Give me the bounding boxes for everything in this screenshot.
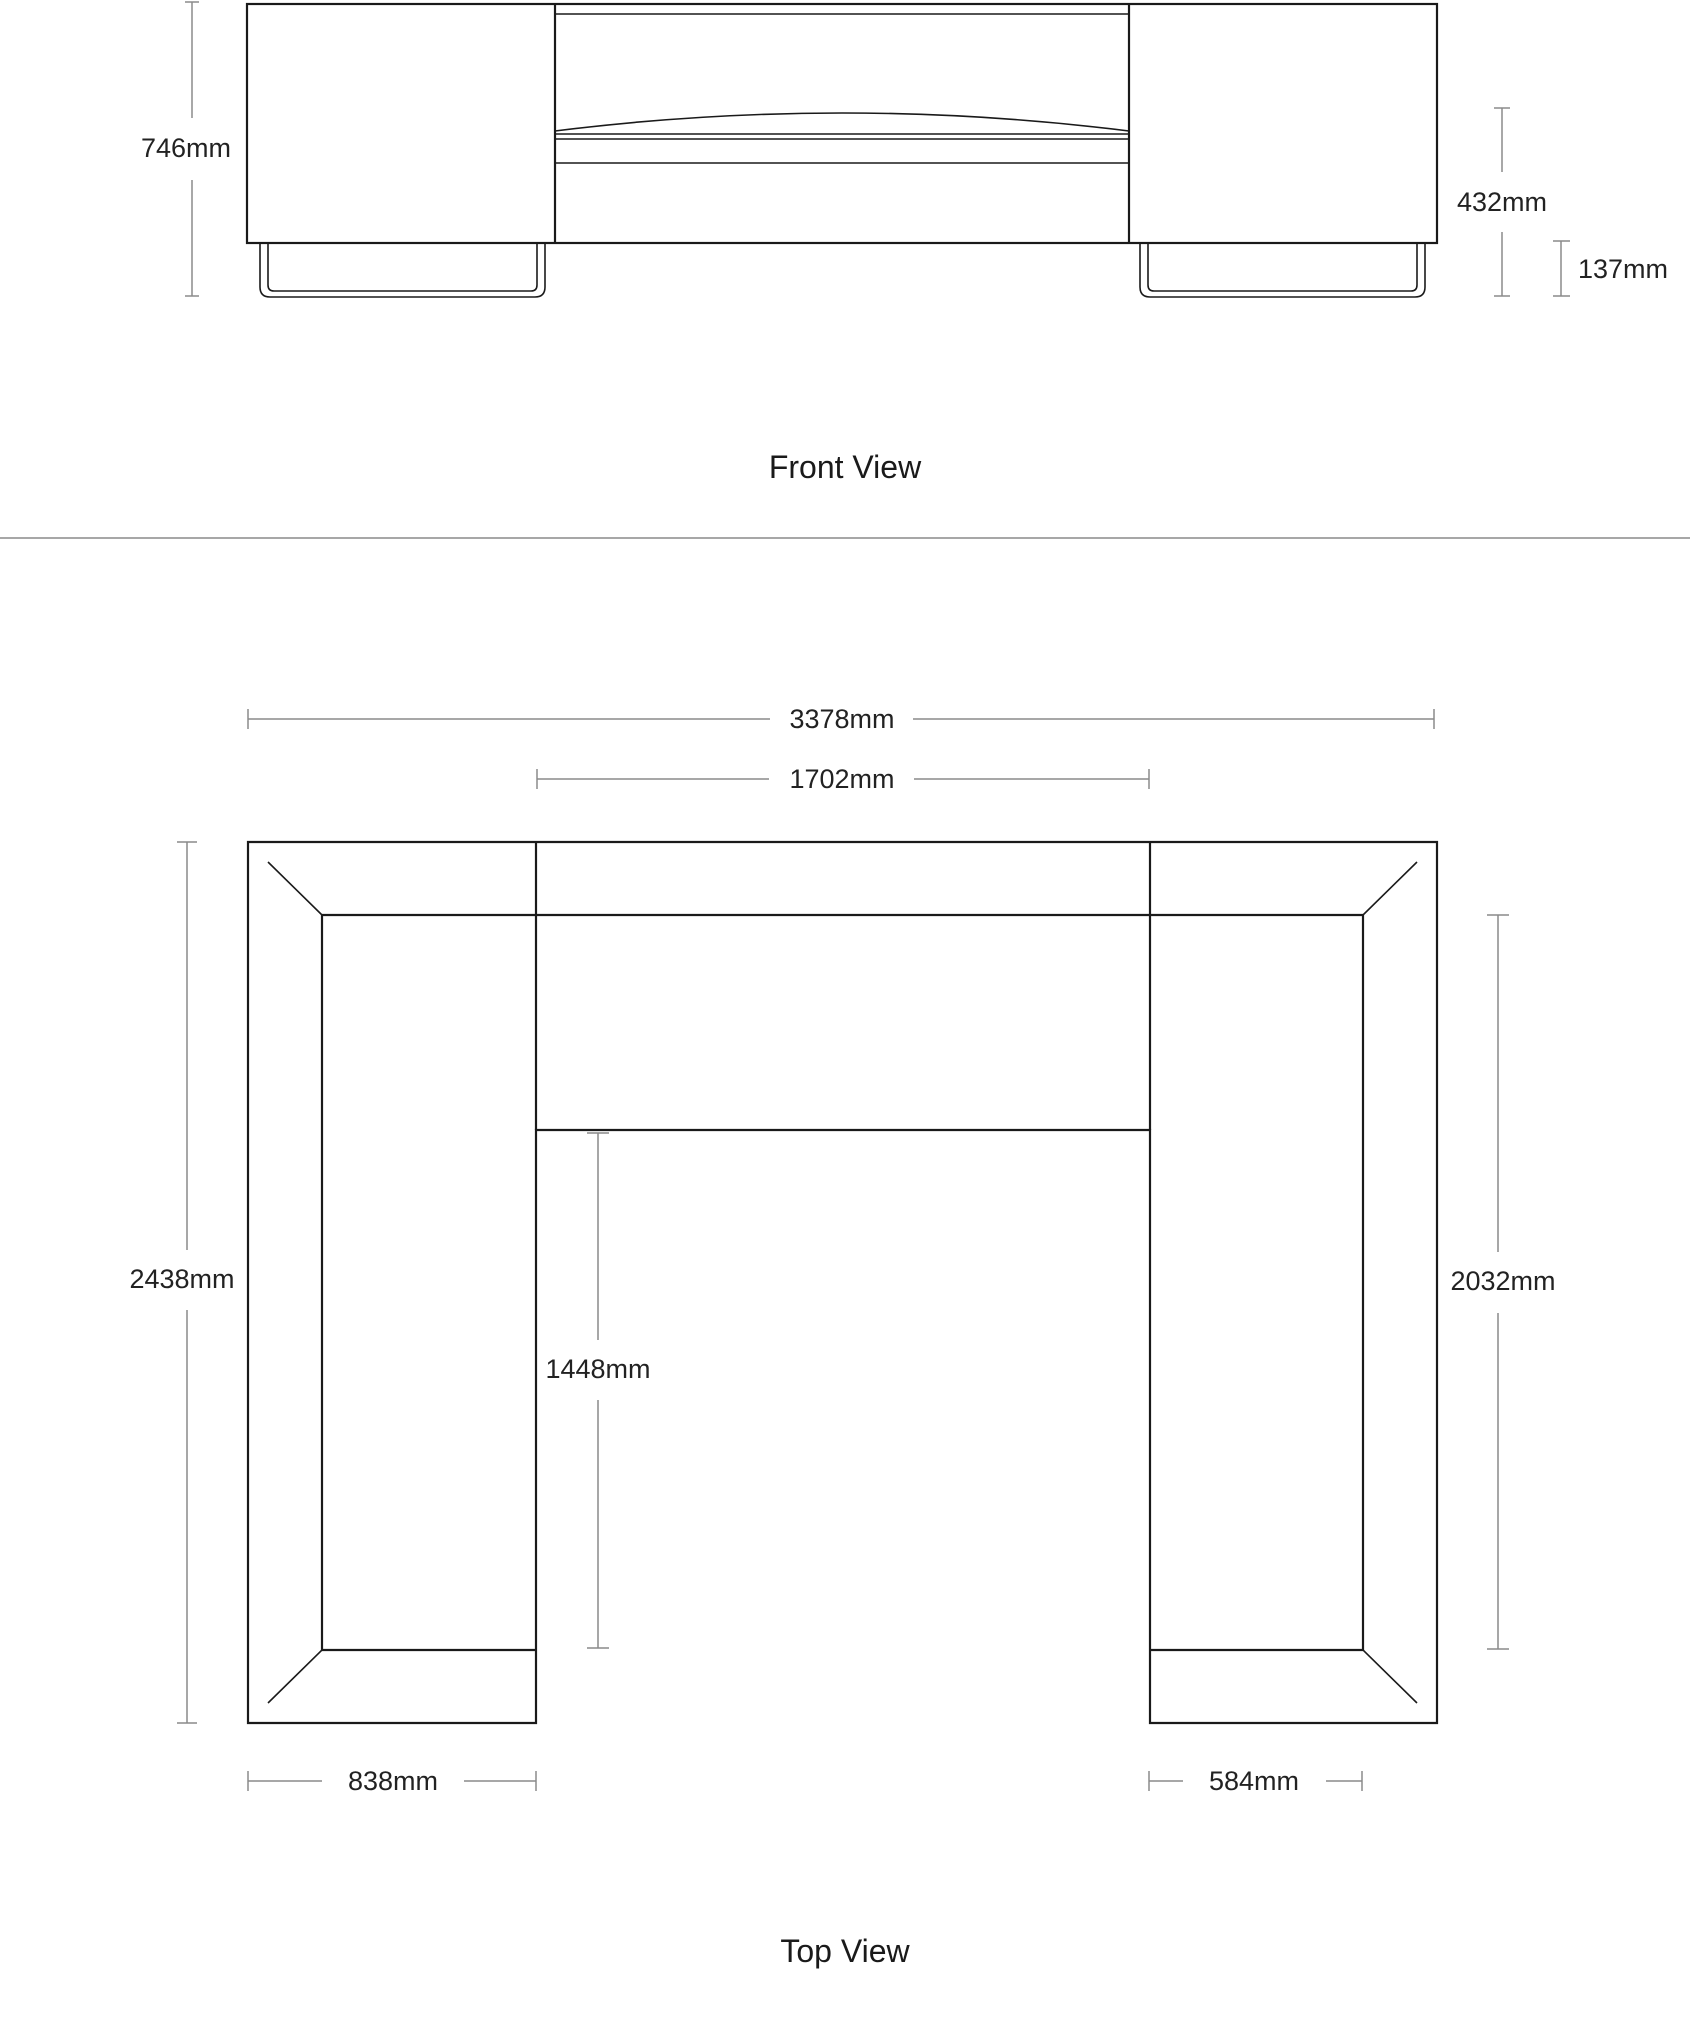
dimension-chaise-depth [1450,915,1555,1649]
dimension-inner-depth [545,1133,650,1648]
dimension-left-width [248,1766,536,1796]
top-view-caption: Top View [780,1933,910,1969]
dimension-overall-height [141,2,231,296]
top-view [129,704,1555,1969]
dimension-leg-height [1553,241,1668,296]
sofa-front-outline [247,4,1437,243]
dim-label-seat-height: 432mm [1456,187,1548,217]
dim-label-chaise-depth: 2032mm [1450,1266,1556,1296]
dimension-overall-width [248,704,1434,734]
dim-label-right-width: 584mm [1208,1766,1300,1796]
dimension-overall-depth [129,842,234,1723]
dim-label-leg-height: 137mm [1578,254,1669,284]
dim-label-center-width: 1702mm [789,764,895,794]
sofa-top-outline [248,842,1437,1723]
dimension-right-width [1149,1766,1362,1796]
dimension-seat-height [1457,108,1547,296]
left-leg [260,243,545,297]
front-view [141,2,1668,485]
front-view-caption: Front View [768,449,922,485]
dim-label-overall-height: 746mm [140,133,232,163]
dim-label-left-width: 838mm [347,1766,439,1796]
dim-label-overall-depth: 2438mm [129,1264,235,1294]
right-leg [1140,243,1425,297]
dim-label-inner-depth: 1448mm [545,1354,651,1384]
dim-label-overall-width: 3378mm [789,704,895,734]
dimension-center-width [537,764,1149,794]
